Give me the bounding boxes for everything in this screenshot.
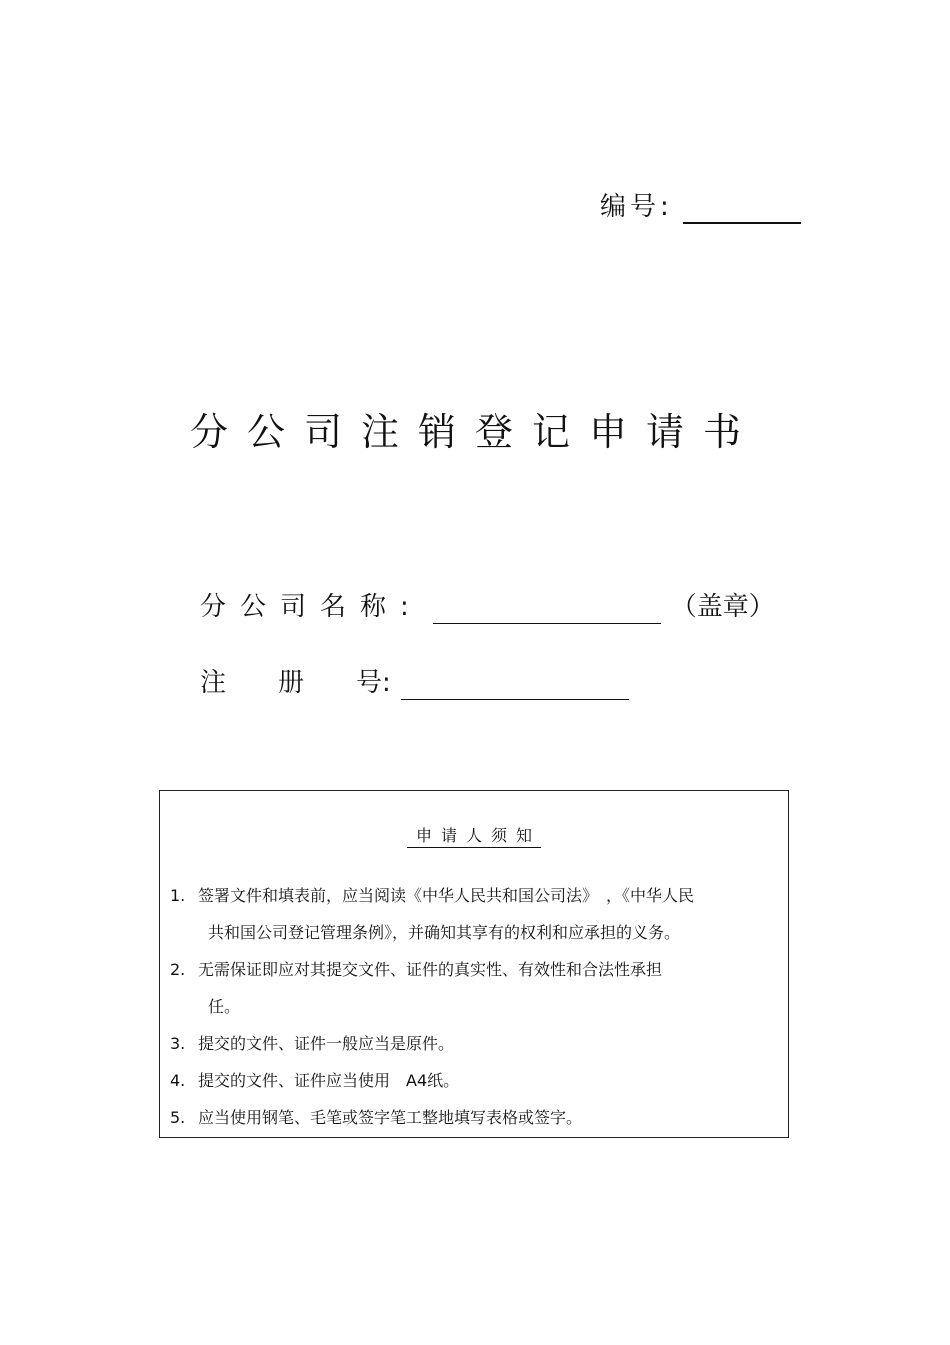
notice-item-1 xyxy=(170,877,780,914)
notice-item-number: 1. xyxy=(170,886,186,905)
registration-number-blank[interactable] xyxy=(401,671,629,700)
notice-item-number: 4. xyxy=(170,1071,186,1090)
serial-number-blank[interactable] xyxy=(683,194,801,224)
applicant-notice-box xyxy=(159,790,789,1138)
serial-label: 编号: xyxy=(600,192,673,222)
registration-number-label: 注 册 号: xyxy=(200,668,391,698)
notice-item-5 xyxy=(170,1099,780,1136)
seal-note: （盖章） xyxy=(670,592,775,622)
notice-item-text: 提交的文件、证件应当使用 A4纸。 xyxy=(198,1071,460,1090)
document-title: 分公司注销登记申请书 xyxy=(189,410,760,454)
branch-name-label: 分公司名称: xyxy=(200,592,423,622)
registration-number-field xyxy=(200,666,629,700)
notice-item-number: 2. xyxy=(170,960,186,979)
notice-item-2 xyxy=(170,951,780,988)
notice-item-number: 5. xyxy=(170,1108,186,1127)
notice-item-4 xyxy=(170,1062,780,1099)
notice-item-3 xyxy=(170,1025,780,1062)
notice-item-text: 提交的文件、证件一般应当是原件。 xyxy=(198,1034,455,1053)
notice-item-text: 签署文件和填表前，应当阅读《中华人民共和国公司法》 ，《中华人民 xyxy=(198,886,695,905)
serial-number xyxy=(600,190,801,224)
notice-item-number: 3. xyxy=(170,1034,186,1053)
notice-item-text: 应当使用钢笔、毛笔或签字笔工整地填写表格或签字。 xyxy=(198,1108,583,1127)
notice-title-text: 申请人须知 xyxy=(407,826,541,848)
notice-item-1-continued: 共和国公司登记管理条例》，并确知其享有的权利和应承担的义务。 xyxy=(208,923,681,942)
branch-name-field xyxy=(200,590,775,624)
notice-item-2-continued: 任。 xyxy=(208,997,241,1016)
branch-name-blank[interactable] xyxy=(433,595,661,624)
notice-title xyxy=(160,823,788,846)
notice-item-text: 无需保证即应对其提交文件、证件的真实性、有效性和合法性承担 xyxy=(198,960,663,979)
notice-list xyxy=(170,877,780,1136)
